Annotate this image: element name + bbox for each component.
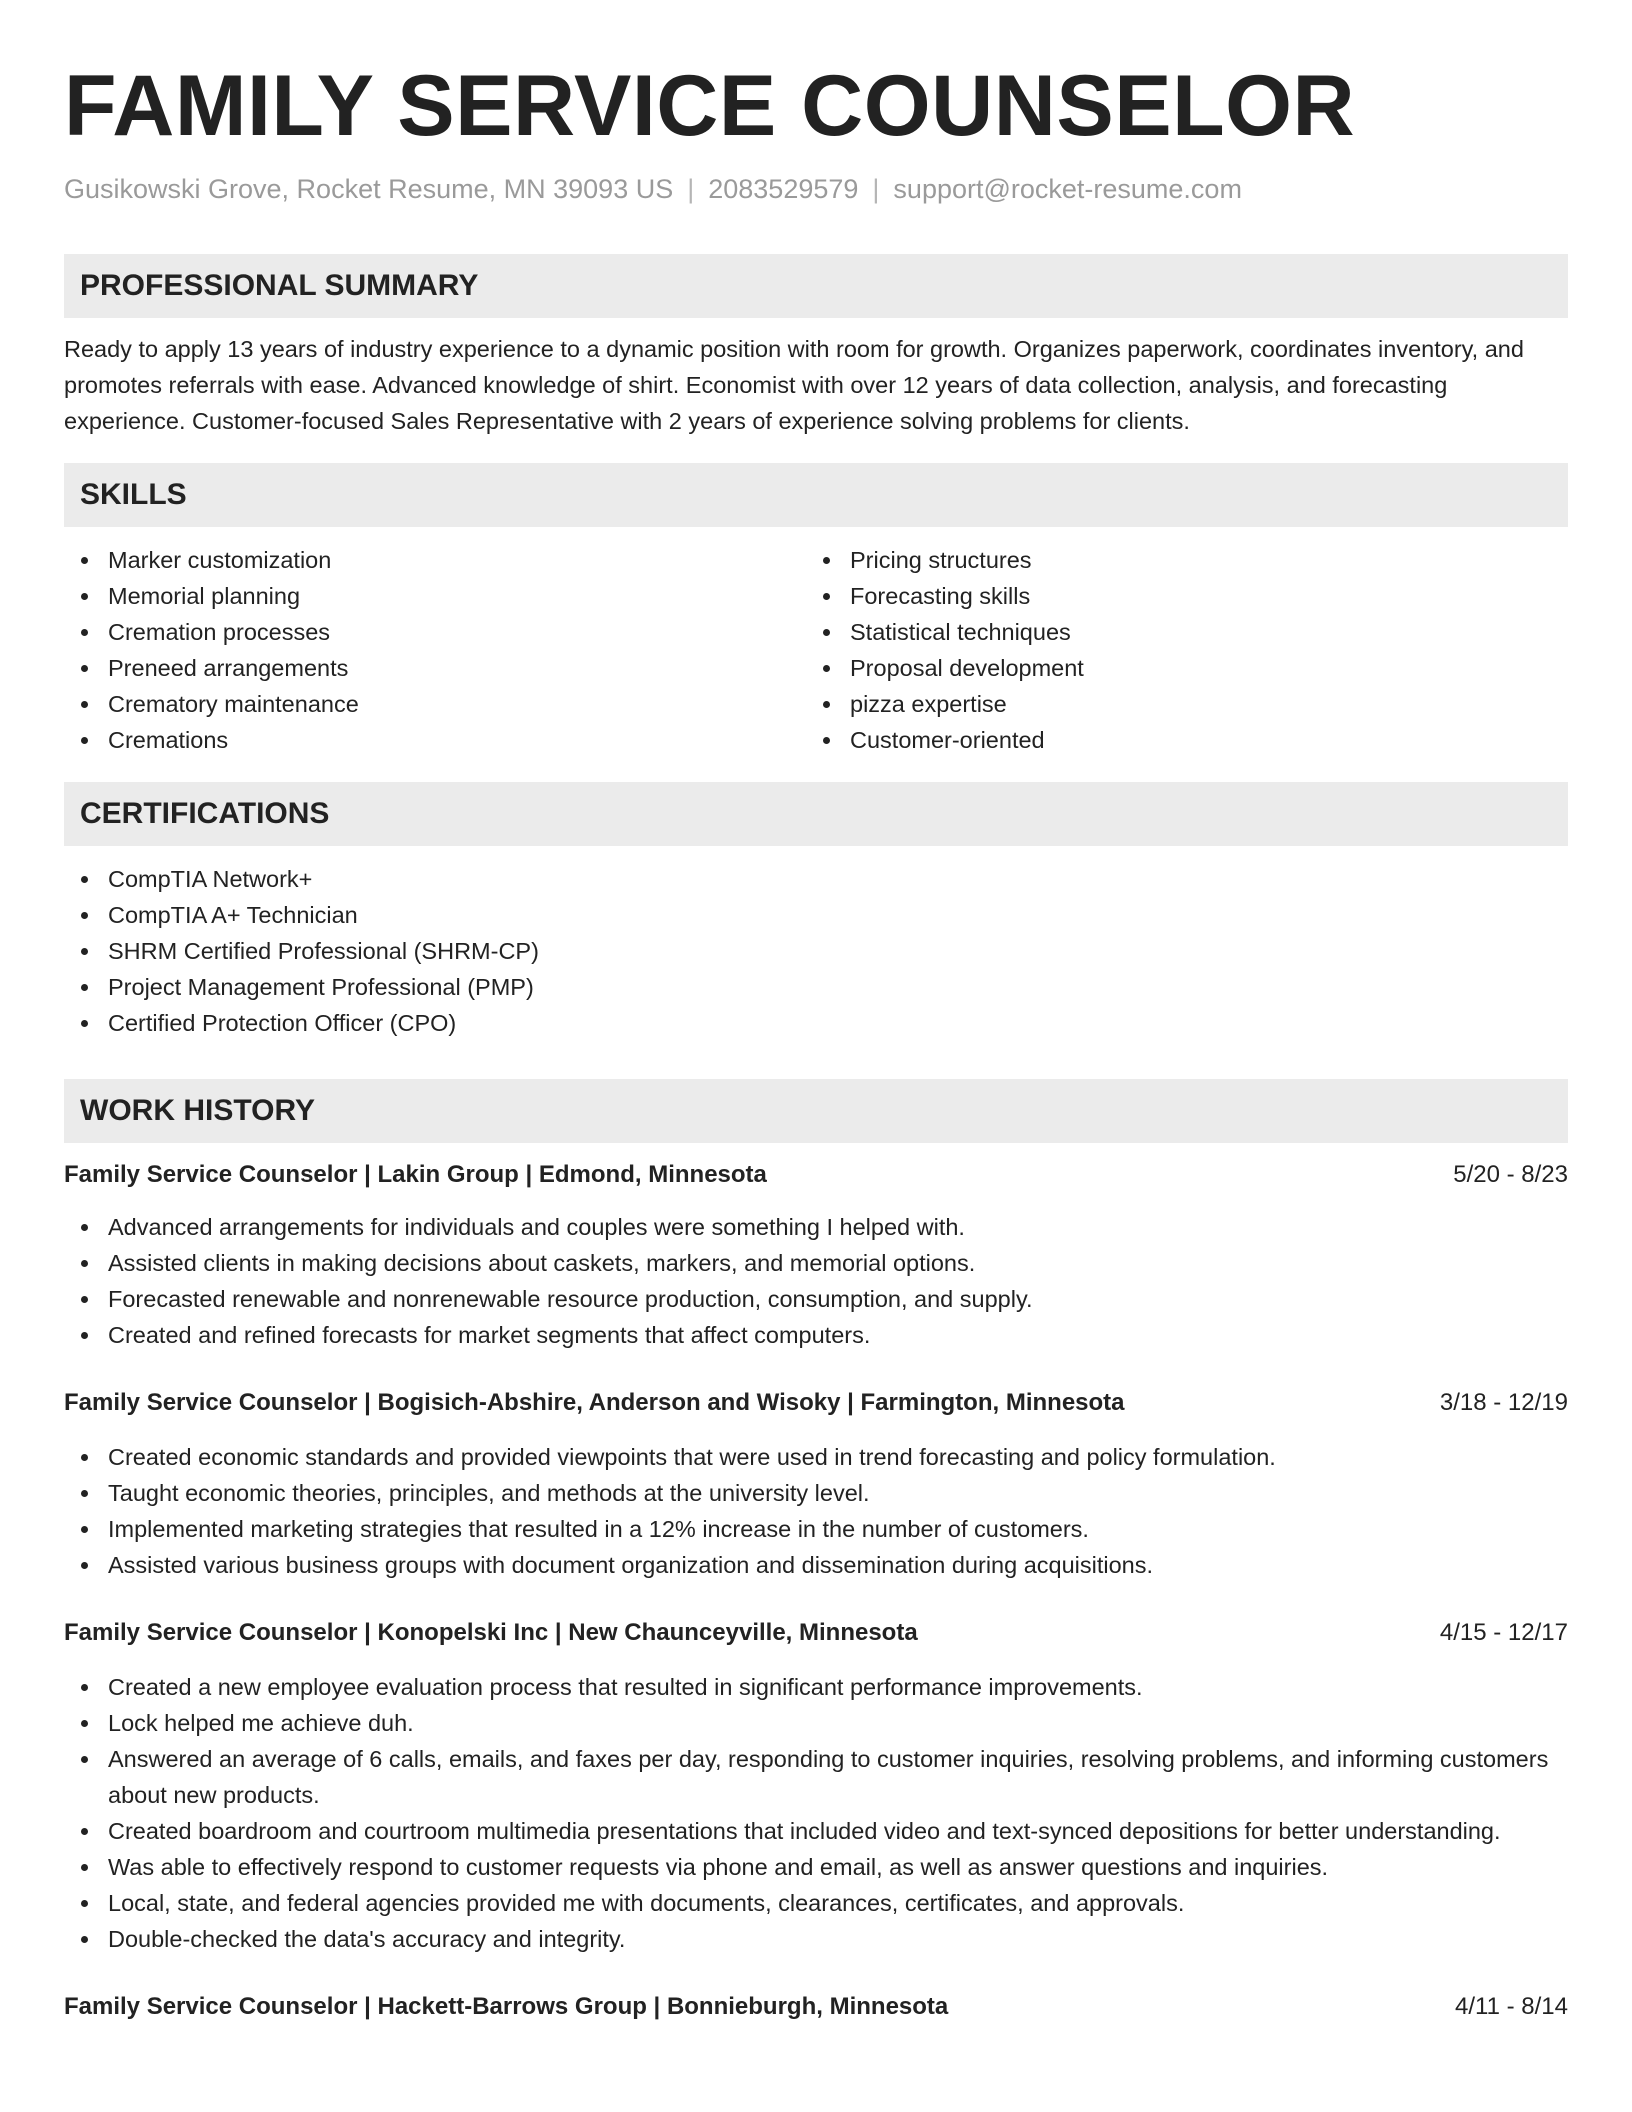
contact-separator: | <box>872 174 880 204</box>
section-heading-work-history: WORK HISTORY <box>64 1079 1568 1143</box>
job-entry <box>64 1385 1568 1583</box>
skill-item: Crematory maintenance <box>64 686 806 722</box>
job-entry <box>64 1157 1568 1353</box>
summary-text: Ready to apply 13 years of industry experience to a dynamic position with room for growth. Organizes paperwork, coordinates inventory, and promotes referrals with ease. Advanced knowledge of shirt. Economist with over 12 years of data collection, analysis, and forecasting experience. Customer-focused Sales Representative with 2 years of experience solving problems for clients. <box>64 336 1524 434</box>
skill-item: Cremations <box>64 722 806 758</box>
job-bullet: Taught economic theories, principles, and methods at the university level. <box>64 1475 1568 1511</box>
job-header <box>64 1989 1568 2025</box>
job-bullet: Advanced arrangements for individuals and couples were something I helped with. <box>64 1209 1568 1245</box>
resume-page <box>64 0 1568 2025</box>
job-title: Family Service Counselor | Bogisich-Abshire, Anderson and Wisoky | Farmington, Minnesota <box>64 1389 1125 1416</box>
job-bullets <box>64 1669 1568 1957</box>
job-bullet: Created and refined forecasts for market segments that affect computers. <box>64 1317 1568 1353</box>
skill-item: Memorial planning <box>64 578 806 614</box>
section-heading-certifications: CERTIFICATIONS <box>64 782 1568 846</box>
job-title: Family Service Counselor | Konopelski Inc | New Chaunceyville, Minnesota <box>64 1619 918 1646</box>
job-bullet: Created boardroom and courtroom multimedia presentations that included video and text-synced depositions for better understanding. <box>64 1813 1568 1849</box>
skill-item: Proposal development <box>806 650 1548 686</box>
skill-item: Forecasting skills <box>806 578 1548 614</box>
job-bullet: Created economic standards and provided viewpoints that were used in trend forecasting and policy formulation. <box>64 1439 1568 1475</box>
job-title: Family Service Counselor | Hackett-Barrows Group | Bonnieburgh, Minnesota <box>64 1993 949 2020</box>
section-heading-skills: SKILLS <box>64 463 1568 527</box>
contact-separator: | <box>687 174 695 204</box>
skill-item: Statistical techniques <box>806 614 1548 650</box>
certifications-list <box>64 861 1568 1041</box>
job-bullet: Answered an average of 6 calls, emails, and faxes per day, responding to customer inquiries, resolving problems, and informing customers about new products. <box>64 1741 1568 1813</box>
skill-item: Marker customization <box>64 542 806 578</box>
skill-item: Cremation processes <box>64 614 806 650</box>
certification-item: SHRM Certified Professional (SHRM-CP) <box>64 933 1568 969</box>
job-dates: 4/11 - 8/14 <box>1455 1993 1568 2020</box>
job-bullet: Double-checked the data's accuracy and integrity. <box>64 1921 1568 1957</box>
job-entry <box>64 1615 1568 1957</box>
job-bullet: Forecasted renewable and nonrenewable resource production, consumption, and supply. <box>64 1281 1568 1317</box>
job-bullet: Lock helped me achieve duh. <box>64 1705 1568 1741</box>
applicant-name: FAMILY SERVICE COUNSELOR <box>64 58 1356 154</box>
job-header <box>64 1385 1568 1421</box>
skill-item: Preneed arrangements <box>64 650 806 686</box>
skills-grid <box>64 542 1568 758</box>
skill-item: Customer-oriented <box>806 722 1548 758</box>
job-bullet: Was able to effectively respond to customer requests via phone and email, as well as answer questions and inquiries. <box>64 1849 1568 1885</box>
job-dates: 3/18 - 12/19 <box>1439 1389 1568 1416</box>
job-bullets <box>64 1209 1568 1353</box>
certification-item: Certified Protection Officer (CPO) <box>64 1005 1568 1041</box>
job-bullet: Local, state, and federal agencies provided me with documents, clearances, certificates, and approvals. <box>64 1885 1568 1921</box>
skill-item: Pricing structures <box>806 542 1548 578</box>
contact-phone: 2083529579 <box>708 174 859 204</box>
contact-address: Gusikowski Grove, Rocket Resume, MN 39093 US <box>64 174 674 204</box>
certification-item: CompTIA A+ Technician <box>64 897 1568 933</box>
contact-line <box>64 172 1568 206</box>
contact-email: support@rocket-resume.com <box>893 174 1242 204</box>
job-bullet: Created a new employee evaluation process that resulted in significant performance improvements. <box>64 1669 1568 1705</box>
job-dates: 5/20 - 8/23 <box>1453 1161 1568 1188</box>
certification-item: Project Management Professional (PMP) <box>64 969 1568 1005</box>
job-header <box>64 1157 1568 1193</box>
job-bullet: Assisted various business groups with document organization and dissemination during acquisitions. <box>64 1547 1568 1583</box>
job-entry <box>64 1989 1568 2025</box>
job-dates: 4/15 - 12/17 <box>1439 1619 1568 1646</box>
section-heading-summary: PROFESSIONAL SUMMARY <box>64 254 1568 318</box>
job-header <box>64 1615 1568 1651</box>
job-bullet: Assisted clients in making decisions about caskets, markers, and memorial options. <box>64 1245 1568 1281</box>
job-bullet: Implemented marketing strategies that resulted in a 12% increase in the number of customers. <box>64 1511 1568 1547</box>
job-bullets <box>64 1439 1568 1583</box>
skill-item: pizza expertise <box>806 686 1548 722</box>
certification-item: CompTIA Network+ <box>64 861 1568 897</box>
skills-list-right <box>806 542 1548 758</box>
job-title: Family Service Counselor | Lakin Group | Edmond, Minnesota <box>64 1161 767 1188</box>
skills-list-left <box>64 542 806 758</box>
